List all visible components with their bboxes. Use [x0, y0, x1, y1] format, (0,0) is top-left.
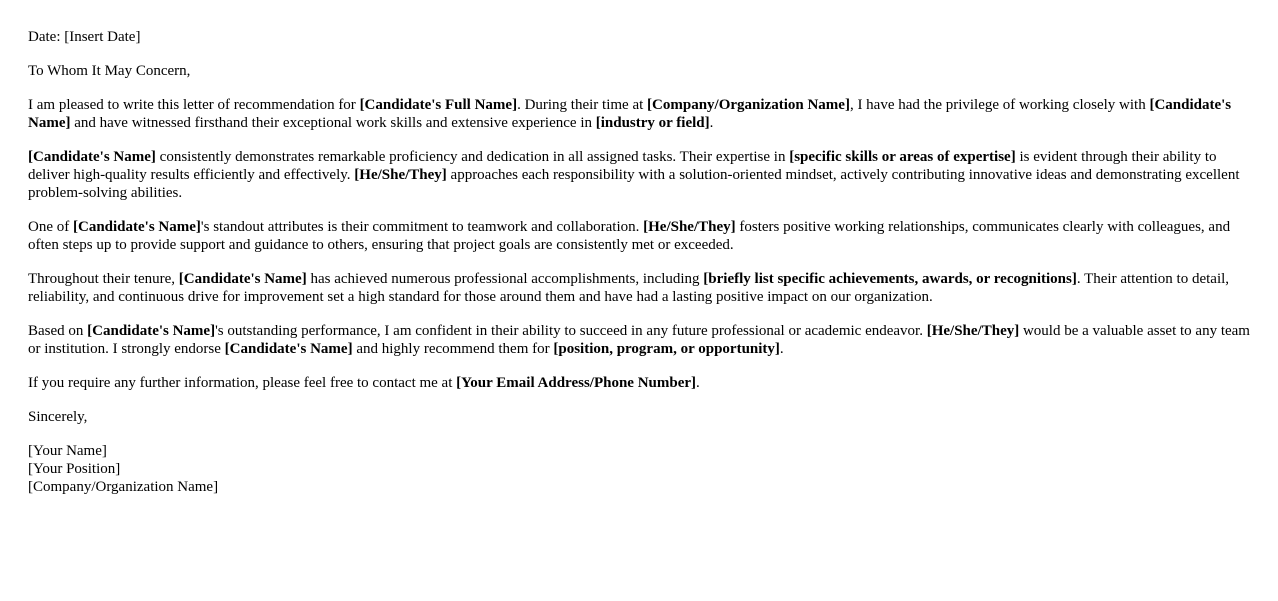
text: 's standout attributes is their commitment to teamwork and collaboration. [200, 219, 644, 235]
text: would be a valuable asset to any team or institution. I strongly endorse [28, 323, 1250, 357]
text: 's outstanding performance, I am confident in their ability to succeed in any future professional or academic endeavor. [215, 323, 927, 339]
paragraph-skills [28, 148, 1250, 202]
placeholder: [Your Email Address/Phone Number] [456, 375, 697, 391]
placeholder: [Candidate's Name] [73, 219, 201, 235]
text: and have witnessed firsthand their exceptional work skills and extensive experience in [70, 115, 596, 131]
signature-block [28, 442, 1250, 496]
placeholder: [position, program, or opportunity] [553, 341, 780, 357]
placeholder: [Candidate's Full Name] [359, 97, 518, 113]
text: Throughout their tenure, [28, 271, 179, 287]
text: consistently demonstrates remarkable proficiency and dedication in all assigned tasks. Their expertise in [155, 149, 790, 165]
text: If you require any further information, please feel free to contact me at [28, 375, 457, 391]
placeholder: [He/She/They] [926, 323, 1020, 339]
text: has achieved numerous professional accomplishments, including [306, 271, 704, 287]
text: One of [28, 219, 73, 235]
text: approaches each responsibility with a solution-oriented mindset, actively contributing innovative ideas and demonstrating excellent problem-solving abilities. [28, 167, 1240, 201]
paragraph-achievements [28, 270, 1250, 306]
placeholder: [Candidate's Name] [87, 323, 216, 339]
placeholder: [specific skills or areas of expertise] [789, 149, 1016, 165]
text: . [779, 341, 784, 357]
date-line: Date: [Insert Date] [28, 29, 141, 45]
placeholder: [industry or field] [595, 115, 710, 131]
text: , I have had the privilege of working closely with [849, 97, 1150, 113]
placeholder: [He/She/They] [643, 219, 736, 235]
placeholder: [Candidate's Name] [28, 97, 1232, 131]
text: I am pleased to write this letter of recommendation for [28, 97, 360, 113]
text: is evident through their ability to deliver high-quality results efficiently and effectively. [28, 149, 1217, 183]
text: . Their attention to detail, reliability, and continuous drive for improvement set a high standard for those around them and have had a lasting positive impact on our organization. [28, 271, 1230, 305]
signature-company: [Company/Organization Name] [28, 479, 219, 495]
placeholder: [Candidate's Name] [224, 341, 353, 357]
text: and highly recommend them for [352, 341, 554, 357]
signature-position: [Your Position] [28, 461, 121, 477]
paragraph-intro [28, 96, 1250, 132]
text: fosters positive working relationships, communicates clearly with colleagues, and often steps up to provide support and guidance to others, ensuring that project goals are consistently met or exceeded. [28, 219, 1231, 253]
paragraph-teamwork [28, 218, 1250, 254]
paragraph-contact [28, 374, 1250, 392]
placeholder: [briefly list specific achievements, awards, or recognitions] [703, 271, 1077, 287]
salutation: To Whom It May Concern, [28, 63, 191, 79]
placeholder: [Candidate's Name] [28, 149, 156, 165]
paragraph-endorsement [28, 322, 1250, 358]
placeholder: [He/She/They] [354, 167, 447, 183]
placeholder: [Company/Organization Name] [647, 97, 850, 113]
placeholder: [Candidate's Name] [178, 271, 307, 287]
text: . [709, 115, 714, 131]
text: . During their time at [517, 97, 648, 113]
text: . [696, 375, 700, 391]
signature-name: [Your Name] [28, 443, 107, 459]
closing: Sincerely, [28, 409, 88, 425]
text: Based on [28, 323, 88, 339]
